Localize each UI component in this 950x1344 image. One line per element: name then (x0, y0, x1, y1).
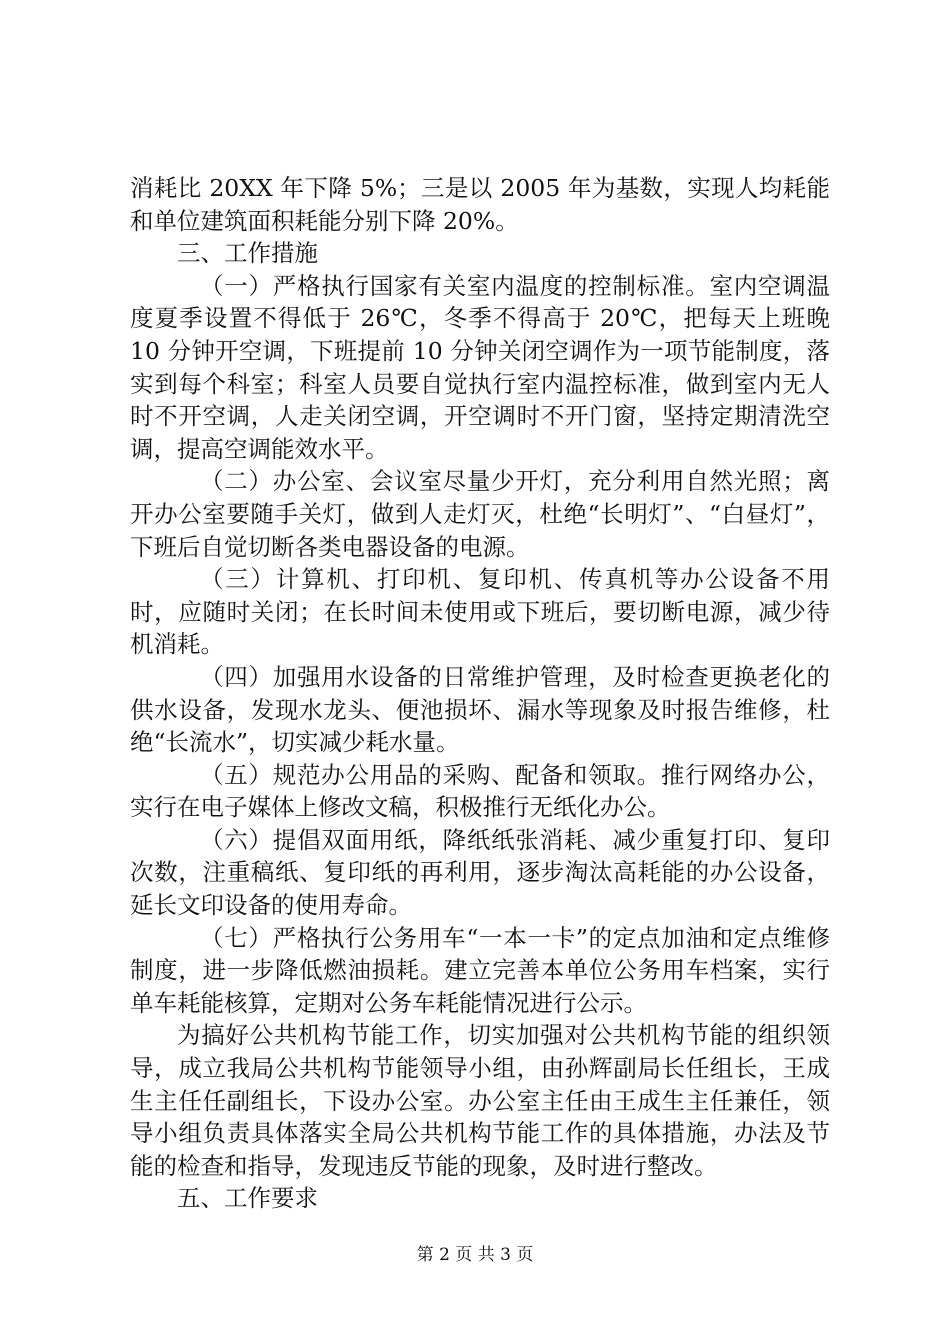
measure-5-paragraph: （五）规范办公用品的采购、配备和领取。推行网络办公，实行在电子媒体上修改文稿，积极推行无纸化办公。 (130, 760, 830, 822)
leadership-paragraph: 为搞好公共机构节能工作，切实加强对公共机构节能的组织领导，成立我局公共机构节能领导小组，由孙辉副局长任组长，王成生主任任副组长，下设办公室。办公室主任由王成生主任兼任，领导小组负责具体落实全局公共机构节能工作的具体措施，办法及节能的检查和指导，发现违反节能的现象，及时进行整改。 (130, 1021, 830, 1180)
measure-1-paragraph: （一）严格执行国家有关室内温度的控制标准。室内空调温度夏季设置不得低于 26℃，冬季不得高于 20℃，把每天上班晚 10 分钟开空调，下班提前 10 分钟关闭空调作为一项节能制度，落实到每个科室；科室人员要自觉执行室内温控标准，做到室内无人时不开空调，人走关闭空调，开空调时不开门窗，坚持定期清洗空调，提高空调能效水平。 (130, 271, 830, 463)
section-heading-3: 三、工作措施 (177, 239, 318, 268)
measure-6-paragraph: （六）提倡双面用纸，降纸纸张消耗、减少重复打印、复印次数，注重稿纸、复印纸的再利用，逐步淘汰高耗能的办公设备，延长文印设备的使用寿命。 (130, 825, 830, 920)
measure-3-paragraph: （三）计算机、打印机、复印机、传真机等办公设备不用时，应随时关闭；在长时间未使用或下班后，要切断电源，减少待机消耗。 (130, 565, 830, 659)
document-body (130, 172, 830, 1215)
measure-7-paragraph: （七）严格执行公务用车“一本一卡”的定点加油和定点维修制度，进一步降低燃油损耗。建立完善本单位公务用车档案，实行单车耗能核算，定期对公务车耗能情况进行公示。 (130, 923, 830, 1017)
measure-4-paragraph: （四）加强用水设备的日常维护管理，及时检查更换老化的供水设备，发现水龙头、便池损坏、漏水等现象及时报告维修，杜绝“长流水”，切实减少耗水量。 (130, 662, 830, 757)
measure-2-paragraph: （二）办公室、会议室尽量少开灯，充分利用自然光照；离开办公室要随手关灯，做到人走灯灭，杜绝“长明灯”、“白昼灯”，下班后自觉切断各类电器设备的电源。 (130, 467, 830, 561)
section-heading-5: 五、工作要求 (177, 1184, 318, 1213)
paragraph-continuation: 消耗比 20XX 年下降 5%；三是以 2005 年为基数，实现人均耗能和单位建筑面积耗能分别下降 20%。 (130, 174, 830, 235)
page-number-footer: 第 2 页 共 3 页 (416, 1245, 534, 1265)
